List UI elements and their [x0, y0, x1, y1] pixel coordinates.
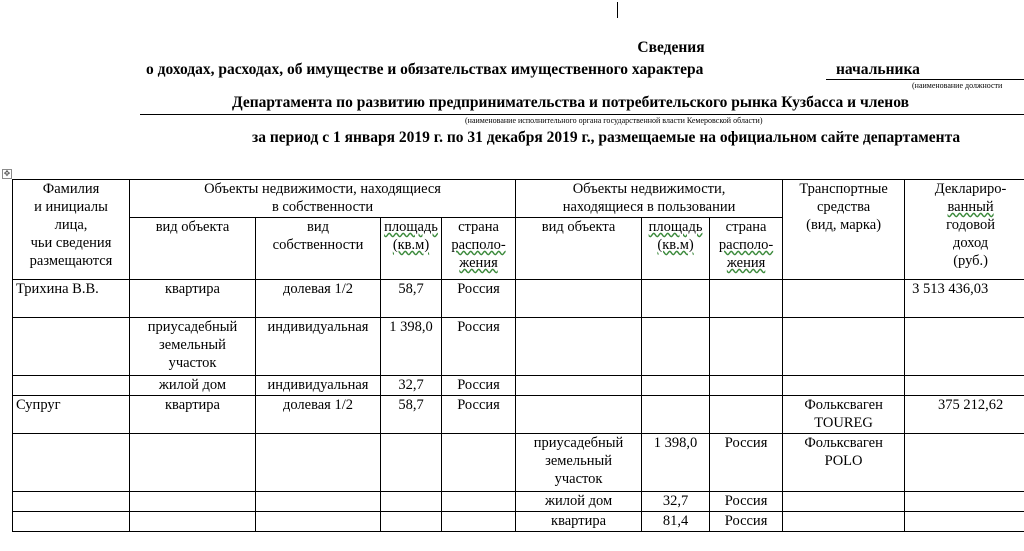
table-row	[13, 318, 1024, 376]
cell-used-area	[642, 280, 710, 318]
cell-income: 3 513 436,03	[905, 280, 1024, 318]
cell-owned-ownership: долевая 1/2	[256, 280, 381, 318]
header-owned-ownership: вид собственности	[256, 218, 381, 280]
cell-owned-country	[442, 492, 516, 512]
table-row	[13, 512, 1024, 532]
cell-owned-area: 58,7	[381, 396, 442, 434]
cell-income	[905, 492, 1024, 512]
department-note: (наименование исполнительного органа государственной власти Кемеровской области)	[465, 116, 763, 125]
cell-owned-country: Россия	[442, 280, 516, 318]
cell-used-area: 32,7	[642, 492, 710, 512]
header-used-group: Объекты недвижимости, находящиеся в пользовании	[516, 180, 783, 218]
cell-income	[905, 376, 1024, 396]
cell-owned-type: квартира	[130, 396, 256, 434]
header-owned-area: площадь (кв.м)	[381, 218, 442, 280]
cell-transport: Фольксваген POLO	[783, 434, 905, 492]
cell-used-country	[710, 396, 783, 434]
cell-transport	[783, 376, 905, 396]
cell-income	[905, 434, 1024, 492]
cell-used-country	[710, 318, 783, 376]
cell-used-country: Россия	[710, 492, 783, 512]
cell-owned-country	[442, 512, 516, 532]
cell-transport	[783, 318, 905, 376]
cell-used-type: приусадебный земельный участок	[516, 434, 642, 492]
cell-owned-area	[381, 512, 442, 532]
position-underline	[826, 79, 1024, 80]
cell-owned-country: Россия	[442, 318, 516, 376]
header-owned-country: страна располо- жения	[442, 218, 516, 280]
department-underline	[140, 114, 1024, 115]
header-used-area: площадь (кв.м)	[642, 218, 710, 280]
cell-owned-type	[130, 492, 256, 512]
cell-owned-ownership: индивидуальная	[256, 318, 381, 376]
cell-owned-area: 1 398,0	[381, 318, 442, 376]
cell-owned-ownership: индивидуальная	[256, 376, 381, 396]
text-cursor	[617, 2, 618, 18]
header-income: Деклариро- ванный годовой доход (руб.)	[905, 180, 1024, 280]
cell-used-type	[516, 396, 642, 434]
cell-owned-ownership	[256, 434, 381, 492]
cell-used-country: Россия	[710, 434, 783, 492]
cell-used-area: 1 398,0	[642, 434, 710, 492]
table-row	[13, 376, 1024, 396]
header-owned-type: вид объекта	[130, 218, 256, 280]
cell-name	[13, 376, 130, 396]
cell-owned-ownership: долевая 1/2	[256, 396, 381, 434]
cell-used-area	[642, 396, 710, 434]
move-anchor-icon[interactable]: ✥	[3, 169, 11, 178]
cell-owned-area: 32,7	[381, 376, 442, 396]
header-transport: Транспортные средства (вид, марка)	[783, 180, 905, 280]
cell-used-type	[516, 280, 642, 318]
cell-owned-ownership	[256, 492, 381, 512]
cell-used-type	[516, 318, 642, 376]
cell-transport: Фольксваген TOUREG	[783, 396, 905, 434]
cell-owned-type: жилой дом	[130, 376, 256, 396]
cell-used-area	[642, 318, 710, 376]
declaration-table	[12, 179, 1024, 532]
cell-owned-country: Россия	[442, 376, 516, 396]
cell-used-area	[642, 376, 710, 396]
cell-income	[905, 512, 1024, 532]
cell-used-area: 81,4	[642, 512, 710, 532]
position-note: (наименование должности	[912, 81, 1003, 90]
page-subtitle: о доходах, расходах, об имуществе и обязательствах имущественного характера	[146, 61, 704, 78]
cell-income	[905, 318, 1024, 376]
table-row	[13, 396, 1024, 434]
department-line: Департамента по развитию предпринимательства и потребительского рынка Кузбасса и членов	[232, 94, 909, 111]
cell-transport	[783, 280, 905, 318]
cell-income: 375 212,62	[905, 396, 1024, 434]
cell-used-type: жилой дом	[516, 492, 642, 512]
period-line: за период с 1 января 2019 г. по 31 декабря 2019 г., размещаемые на официальном сайте департамента	[252, 129, 961, 146]
cell-owned-area: 58,7	[381, 280, 442, 318]
table-row	[13, 492, 1024, 512]
cell-owned-type	[130, 434, 256, 492]
cell-used-type	[516, 376, 642, 396]
header-used-country: страна располо- жения	[710, 218, 783, 280]
cell-name	[13, 492, 130, 512]
cell-transport	[783, 492, 905, 512]
cell-owned-country: Россия	[442, 396, 516, 434]
page-title: Сведения	[637, 39, 705, 56]
cell-owned-type	[130, 512, 256, 532]
cell-name: Супруг	[13, 396, 130, 434]
cell-owned-type: квартира	[130, 280, 256, 318]
cell-name	[13, 318, 130, 376]
cell-owned-type: приусадебный земельный участок	[130, 318, 256, 376]
cell-used-country	[710, 280, 783, 318]
cell-owned-area	[381, 492, 442, 512]
table-row	[13, 434, 1024, 492]
cell-used-country: Россия	[710, 512, 783, 532]
header-owned-group: Объекты недвижимости, находящиеся в собственности	[130, 180, 516, 218]
table-header-row	[13, 180, 1024, 218]
cell-owned-area	[381, 434, 442, 492]
table-row	[13, 280, 1024, 318]
cell-name	[13, 434, 130, 492]
cell-name: Трихина В.В.	[13, 280, 130, 318]
header-used-type: вид объекта	[516, 218, 642, 280]
cell-transport	[783, 512, 905, 532]
cell-owned-ownership	[256, 512, 381, 532]
cell-owned-country	[442, 434, 516, 492]
position-field: начальника	[836, 61, 920, 78]
declaration-table-wrapper	[12, 179, 1024, 551]
cell-used-country	[710, 376, 783, 396]
cell-name	[13, 512, 130, 532]
cell-used-type: квартира	[516, 512, 642, 532]
header-name: Фамилия и инициалы лица, чьи сведения размещаются	[13, 180, 130, 280]
